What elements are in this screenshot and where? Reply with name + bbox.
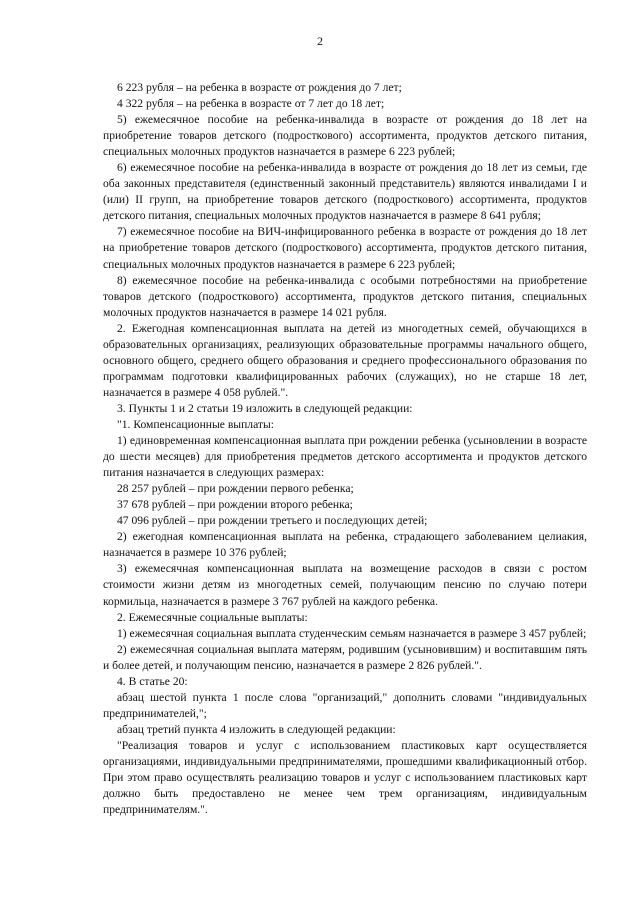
paragraph: абзац шестой пункта 1 после слова "организаций," дополнить словами "индивидуальных предпринимателей,"; [103, 690, 587, 720]
paragraph: 6) ежемесячное пособие на ребенка-инвалида в возрасте от рождения до 18 лет из семьи, где оба законных представителя (единственный законный представитель) являются инвалидами I и (или) II групп, на приобретение товаров детского (подросткового) ассортимента, продуктов детского питания, специальных молочных продуктов назначается в размере 8 641 рубля; [103, 161, 587, 223]
document-body [103, 80, 587, 818]
paragraph: 5) ежемесячное пособие на ребенка-инвалида в возрасте от рождения до 18 лет на приобретение товаров детского (подросткового) ассортимента, продуктов детского питания, специальных молочных продуктов назначается в размере 6 223 рублей; [103, 113, 587, 159]
paragraph: 47 096 рублей – при рождении третьего и последующих детей; [117, 514, 428, 528]
paragraph: 3. Пункты 1 и 2 статьи 19 изложить в следующей редакции: [117, 401, 413, 415]
paragraph: 2) ежемесячная социальная выплата матерям, родившим (усыновившим) и воспитавшим пять и более детей, и получающим пенсию, назначается в размере 2 826 рублей.". [103, 642, 587, 672]
paragraph: 2. Ежегодная компенсационная выплата на детей из многодетных семей, обучающихся в образовательных организациях, реализующих образовательные программы начального общего, основного общего, среднего общего образования и среднего профессионального образования по программам подготовки квалифицированных рабочих (служащих), но не старше 18 лет, назначается в размере 4 058 рублей.". [103, 321, 587, 399]
paragraph: "Реализация товаров и услуг с использованием пластиковых карт осуществляется организациями, индивидуальными предпринимателями, прошедшими квалификационный отбор. При этом право осуществлять реализацию товаров и услуг с использованием пластиковых карт должно быть предоставлено не менее чем трем организациям, индивидуальным предпринимателям.". [103, 738, 587, 817]
paragraph: 37 678 рублей – при рождении второго ребенка; [117, 498, 353, 512]
paragraph: 2) ежегодная компенсационная выплата на ребенка, страдающего заболеванием целиакия, назначается в размере 10 376 рублей; [103, 530, 587, 560]
paragraph: 4. В статье 20: [117, 674, 188, 688]
paragraph: 3) ежемесячная компенсационная выплата на возмещение расходов в связи с ростом стоимости жизни детям из многодетных семей, получающим пенсию по случаю потери кормильца, назначается в размере 3 767 рублей на каждого ребенка. [103, 562, 587, 608]
paragraph: 7) ежемесячное пособие на ВИЧ-инфицированного ребенка в возрасте от рождения до 18 лет на приобретение товаров детского (подросткового) ассортимента, продуктов детского питания, специальных молочных продуктов назначается в размере 6 223 рублей; [103, 225, 587, 271]
paragraph: 4 322 рубля – на ребенка в возрасте от 7 лет до 18 лет; [117, 97, 385, 111]
paragraph: 2. Ежемесячные социальные выплаты: [117, 610, 308, 624]
paragraph: 8) ежемесячное пособие на ребенка-инвалида с особыми потребностями на приобретение товаров детского (подросткового) ассортимента, продуктов детского питания, специальных молочных продуктов назначается в размере 14 021 рубля. [103, 273, 587, 319]
paragraph: 6 223 рубля – на ребенка в возрасте от рождения до 7 лет; [117, 81, 402, 94]
paragraph: 28 257 рублей – при рождении первого ребенка; [117, 482, 354, 496]
paragraph: 1) единовременная компенсационная выплата при рождении ребенка (усыновлении в возрасте до шести месяцев) для приобретения предметов детского ассортимента и продуктов детского питания назначается в следующих размерах: [103, 434, 587, 480]
page-number: 2 [317, 34, 323, 48]
paragraph: "1. Компенсационные выплаты: [117, 417, 275, 431]
paragraph: 1) ежемесячная социальная выплата студенческим семьям назначается в размере 3 457 рублей; [117, 626, 587, 640]
paragraph: абзац третий пункта 4 изложить в следующей редакции: [117, 722, 396, 736]
